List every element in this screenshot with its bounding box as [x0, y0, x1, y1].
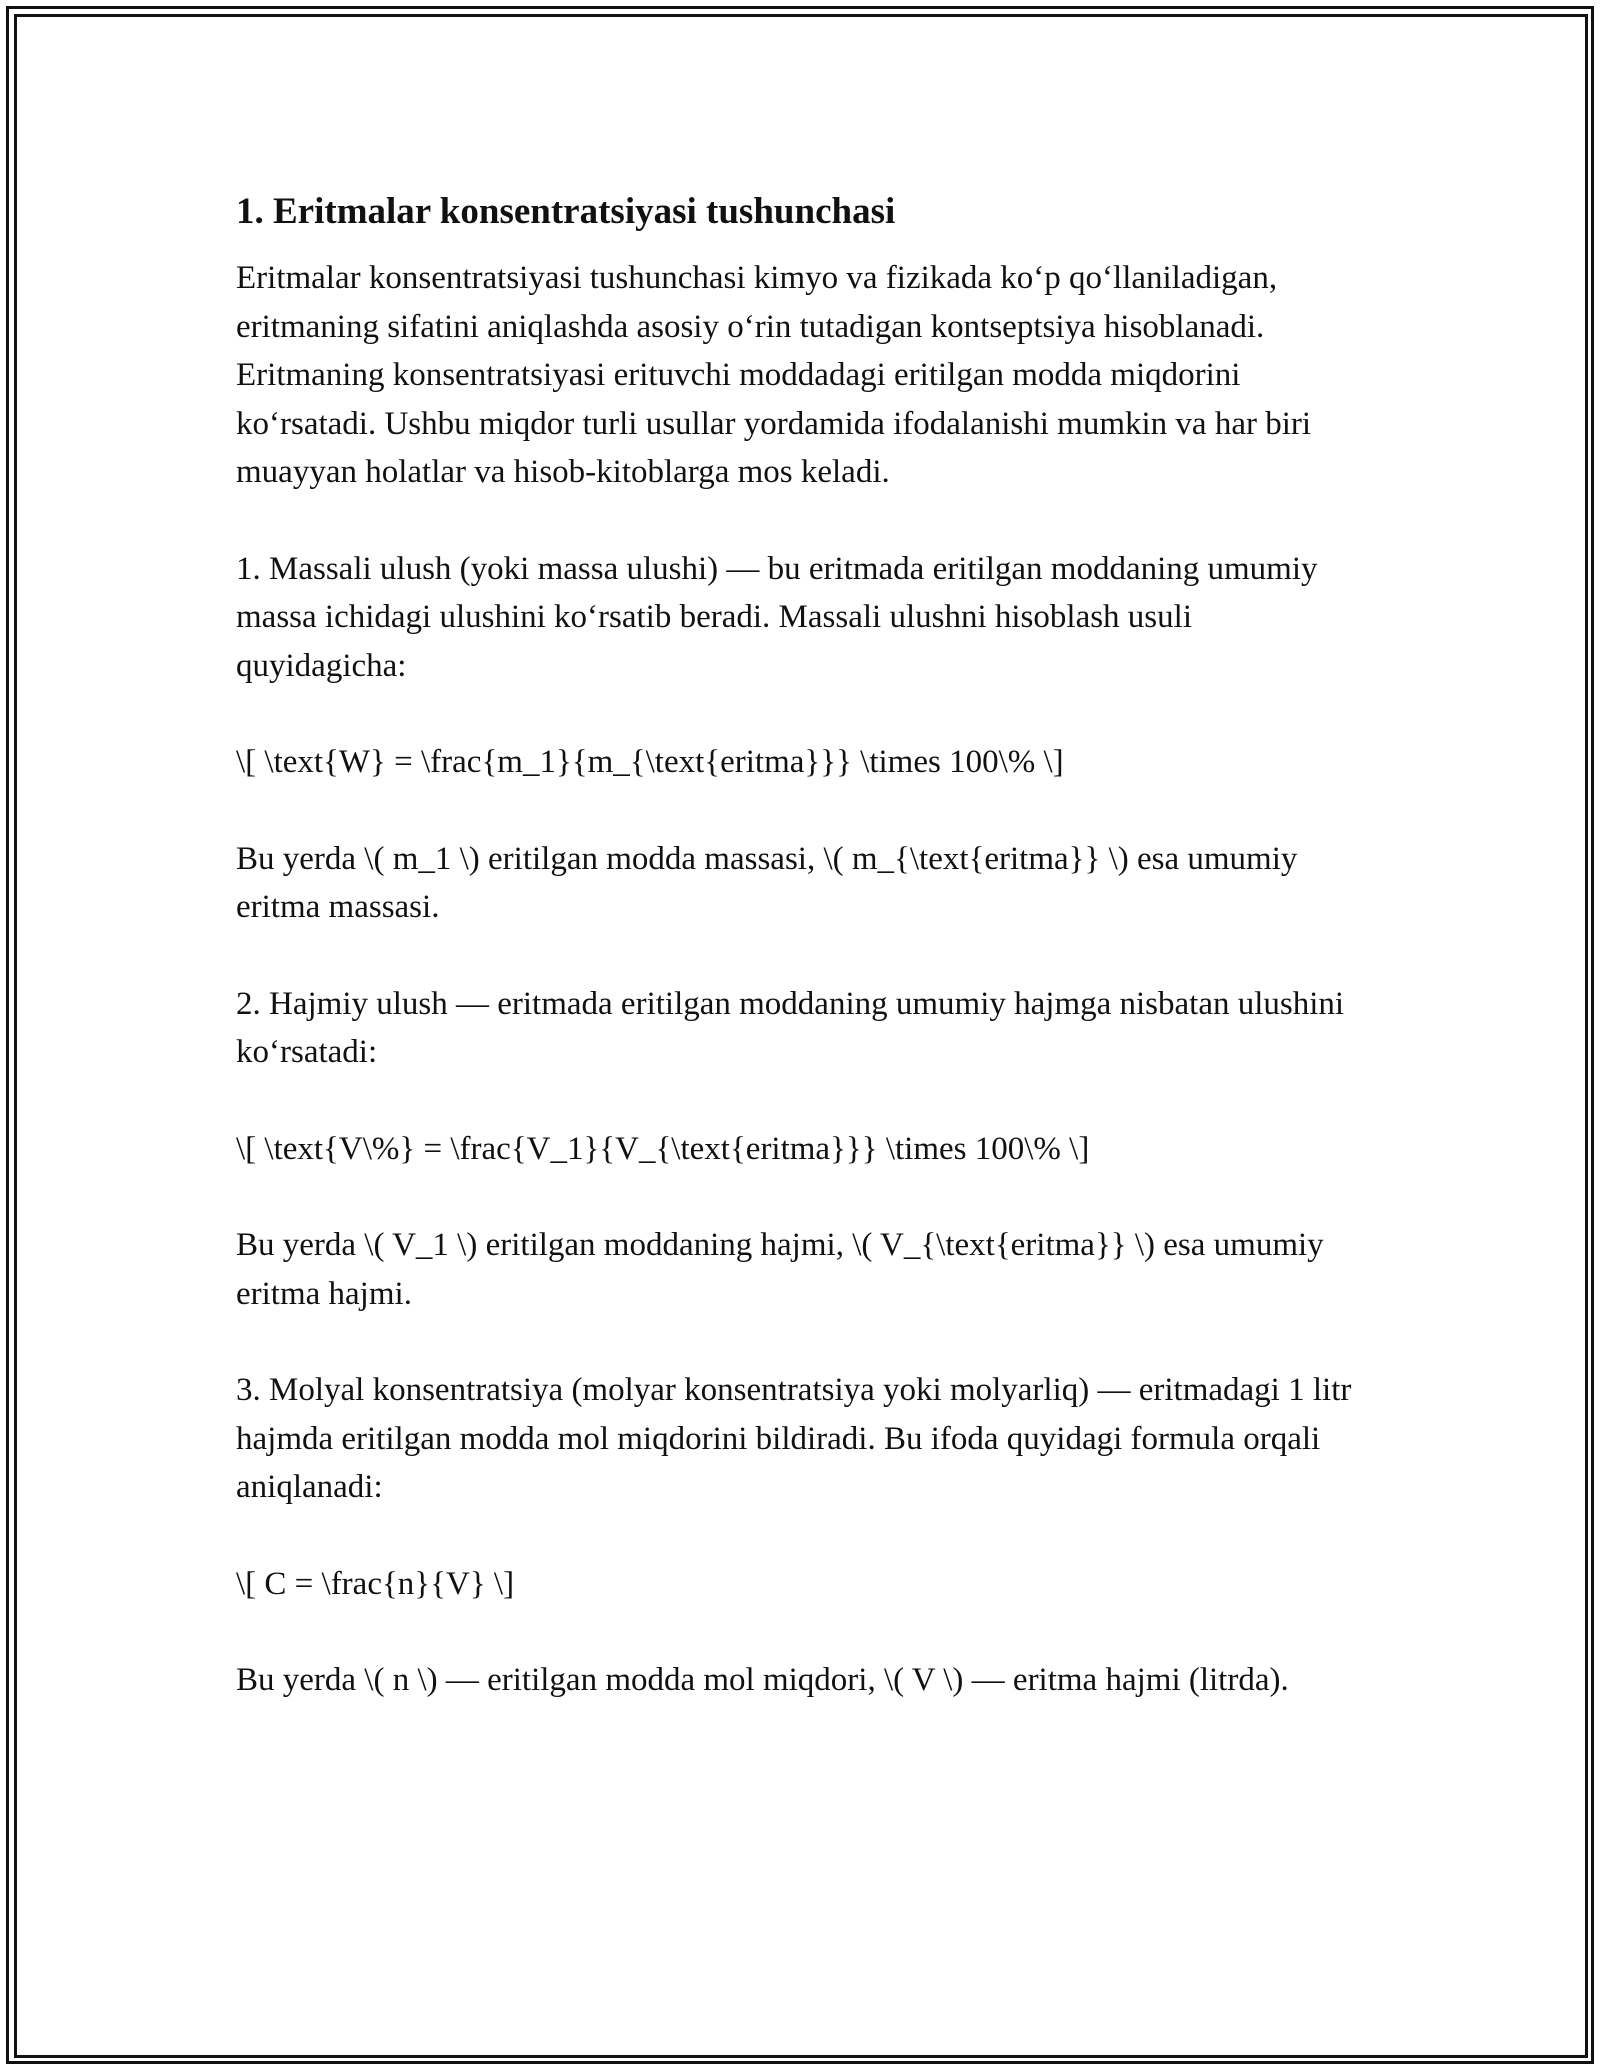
molar-concentration-formula: \[ C = \frac{n}{V} \]	[236, 1565, 515, 1602]
molar-concentration-explanation: Bu yerda \( n \) — eritilgan modda mol miqdori, \( V \) — eritma hajmi (litrda).	[236, 1662, 1289, 1698]
volume-fraction-formula: \[ \text{V\%} = \frac{V_1}{V_{\text{eritma}}} \times 100\% \]	[236, 1130, 1090, 1167]
volume-fraction-explanation: Bu yerda \( V_1 \) eritilgan moddaning hajmi, \( V_{\text{eritma}} \) esa umumiy eritma hajmi.	[236, 1227, 1324, 1312]
document-body	[236, 186, 1366, 1753]
molar-concentration-paragraph: 3. Molyal konsentratsiya (molyar konsentratsiya yoki molyarliq) — eritmadagi 1 litr hajmda eritilgan modda mol miqdorini bildiradi. Bu ifoda quyidagi formula orqali aniqlanadi:	[236, 1372, 1352, 1505]
intro-paragraph: Eritmalar konsentratsiyasi tushunchasi kimyo va fizikada ko‘p qo‘llaniladigan, eritmaning sifatini aniqlashda asosiy o‘rin tutadigan kontseptsiya hisoblanadi. Eritmaning konsentratsiyasi erituvchi moddadagi eritilgan modda miqdorini ko‘rsatadi. Ushbu miqdor turli usullar yordamida ifodalanishi mumkin va har biri muayyan holatlar va hisob-kitoblarga mos keladi.	[236, 260, 1312, 490]
mass-fraction-explanation: Bu yerda \( m_1 \) eritilgan modda massasi, \( m_{\text{eritma}} \) esa umumiy eritma massasi.	[236, 840, 1298, 925]
mass-fraction-paragraph: 1. Massali ulush (yoki massa ulushi) — bu eritmada eritilgan moddaning umumiy massa ichidagi ulushini ko‘rsatib beradi. Massali ulushni hisoblash usuli quyidagicha:	[236, 550, 1318, 684]
section-heading: 1. Eritmalar konsentratsiyasi tushunchasi	[236, 191, 896, 232]
mass-fraction-formula: \[ \text{W} = \frac{m_1}{m_{\text{eritma}}} \times 100\% \]	[236, 744, 1064, 780]
volume-fraction-paragraph: 2. Hajmiy ulush — eritmada eritilgan moddaning umumiy hajmga nisbatan ulushini ko‘rsatadi:	[236, 985, 1345, 1070]
